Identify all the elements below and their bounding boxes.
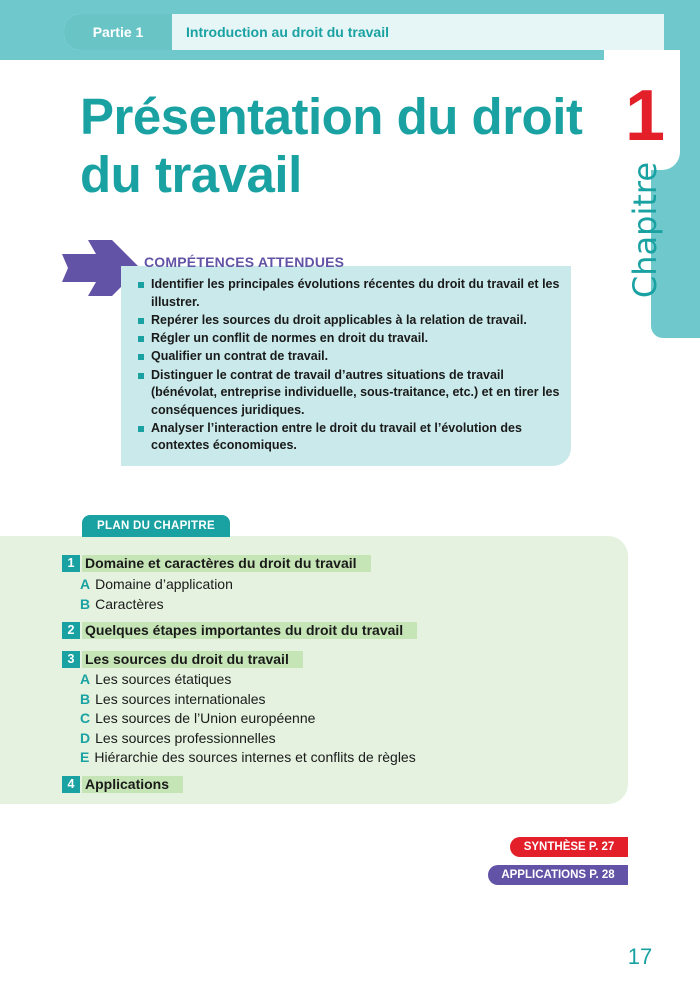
section-title: Applications	[82, 776, 183, 793]
chapter-number: 1	[624, 76, 666, 156]
bullet-icon	[138, 282, 144, 288]
part-header	[64, 14, 664, 50]
page-number: 17	[627, 944, 653, 969]
bullet-icon	[138, 336, 144, 342]
bullet-icon	[138, 426, 144, 432]
subsection-text: Les sources étatiques	[95, 671, 232, 687]
plan-subsection[interactable]	[80, 595, 164, 614]
subsection-letter: E	[80, 749, 90, 765]
part-title: Introduction au droit du travail	[186, 24, 389, 40]
competence-item: Analyser l’interaction entre le droit du travail et l’évolution des contextes économiques.	[137, 420, 562, 455]
synthese-link[interactable]: SYNTHÈSE P. 27	[510, 837, 628, 857]
subsection-letter: B	[80, 596, 91, 612]
competence-item: Régler un conflit de normes en droit du travail.	[137, 330, 562, 348]
title-line-1: Présentation du droit	[80, 88, 583, 145]
subsection-text: Caractères	[95, 596, 164, 612]
competence-item: Repérer les sources du droit applicables à la relation de travail.	[137, 312, 562, 330]
plan-subsection[interactable]	[80, 729, 276, 748]
subsection-text: Les sources internationales	[95, 691, 266, 707]
subsection-text: Les sources professionnelles	[95, 730, 276, 746]
title-line-2: du travail	[80, 146, 302, 203]
bullet-icon	[138, 354, 144, 360]
section-title: Quelques étapes importantes du droit du travail	[82, 622, 417, 639]
subsection-letter: D	[80, 730, 91, 746]
subsection-letter: A	[80, 671, 91, 687]
section-title: Domaine et caractères du droit du travail	[82, 555, 371, 572]
subsection-letter: A	[80, 576, 91, 592]
competences-list	[137, 276, 562, 456]
section-title: Les sources du droit du travail	[82, 651, 303, 668]
applications-link[interactable]: APPLICATIONS P. 28	[488, 865, 628, 885]
section-number: 2	[62, 622, 80, 639]
part-label: Partie 1	[64, 14, 172, 50]
plan-subsection[interactable]	[80, 748, 416, 767]
plan-subsection[interactable]	[80, 670, 231, 689]
plan-subsection[interactable]	[80, 690, 266, 709]
section-number: 3	[62, 651, 80, 668]
subsection-text: Domaine d’application	[95, 576, 233, 592]
subsection-letter: B	[80, 691, 91, 707]
subsection-letter: C	[80, 710, 91, 726]
competence-item: Qualifier un contrat de travail.	[137, 348, 562, 366]
page-title	[80, 88, 600, 204]
section-number: 1	[62, 555, 80, 572]
competences-heading: COMPÉTENCES ATTENDUES	[144, 254, 345, 270]
competence-item: Identifier les principales évolutions récentes du droit du travail et les illustrer.	[137, 276, 562, 311]
competence-item: Distinguer le contrat de travail d’autres situations de travail (bénévolat, entreprise individuelle, sous-traitance, etc.) et en tirer les conséquences juridiques.	[137, 367, 562, 420]
plan-label: PLAN DU CHAPITRE	[82, 515, 230, 537]
bullet-icon	[138, 318, 144, 324]
plan-subsection[interactable]	[80, 575, 233, 594]
plan-subsection[interactable]	[80, 709, 315, 728]
section-number: 4	[62, 776, 80, 793]
subsection-text: Hiérarchie des sources internes et conflits de règles	[94, 749, 416, 765]
subsection-text: Les sources de l’Union européenne	[95, 710, 316, 726]
chapter-label: Chapitre	[626, 161, 664, 299]
bullet-icon	[138, 373, 144, 379]
